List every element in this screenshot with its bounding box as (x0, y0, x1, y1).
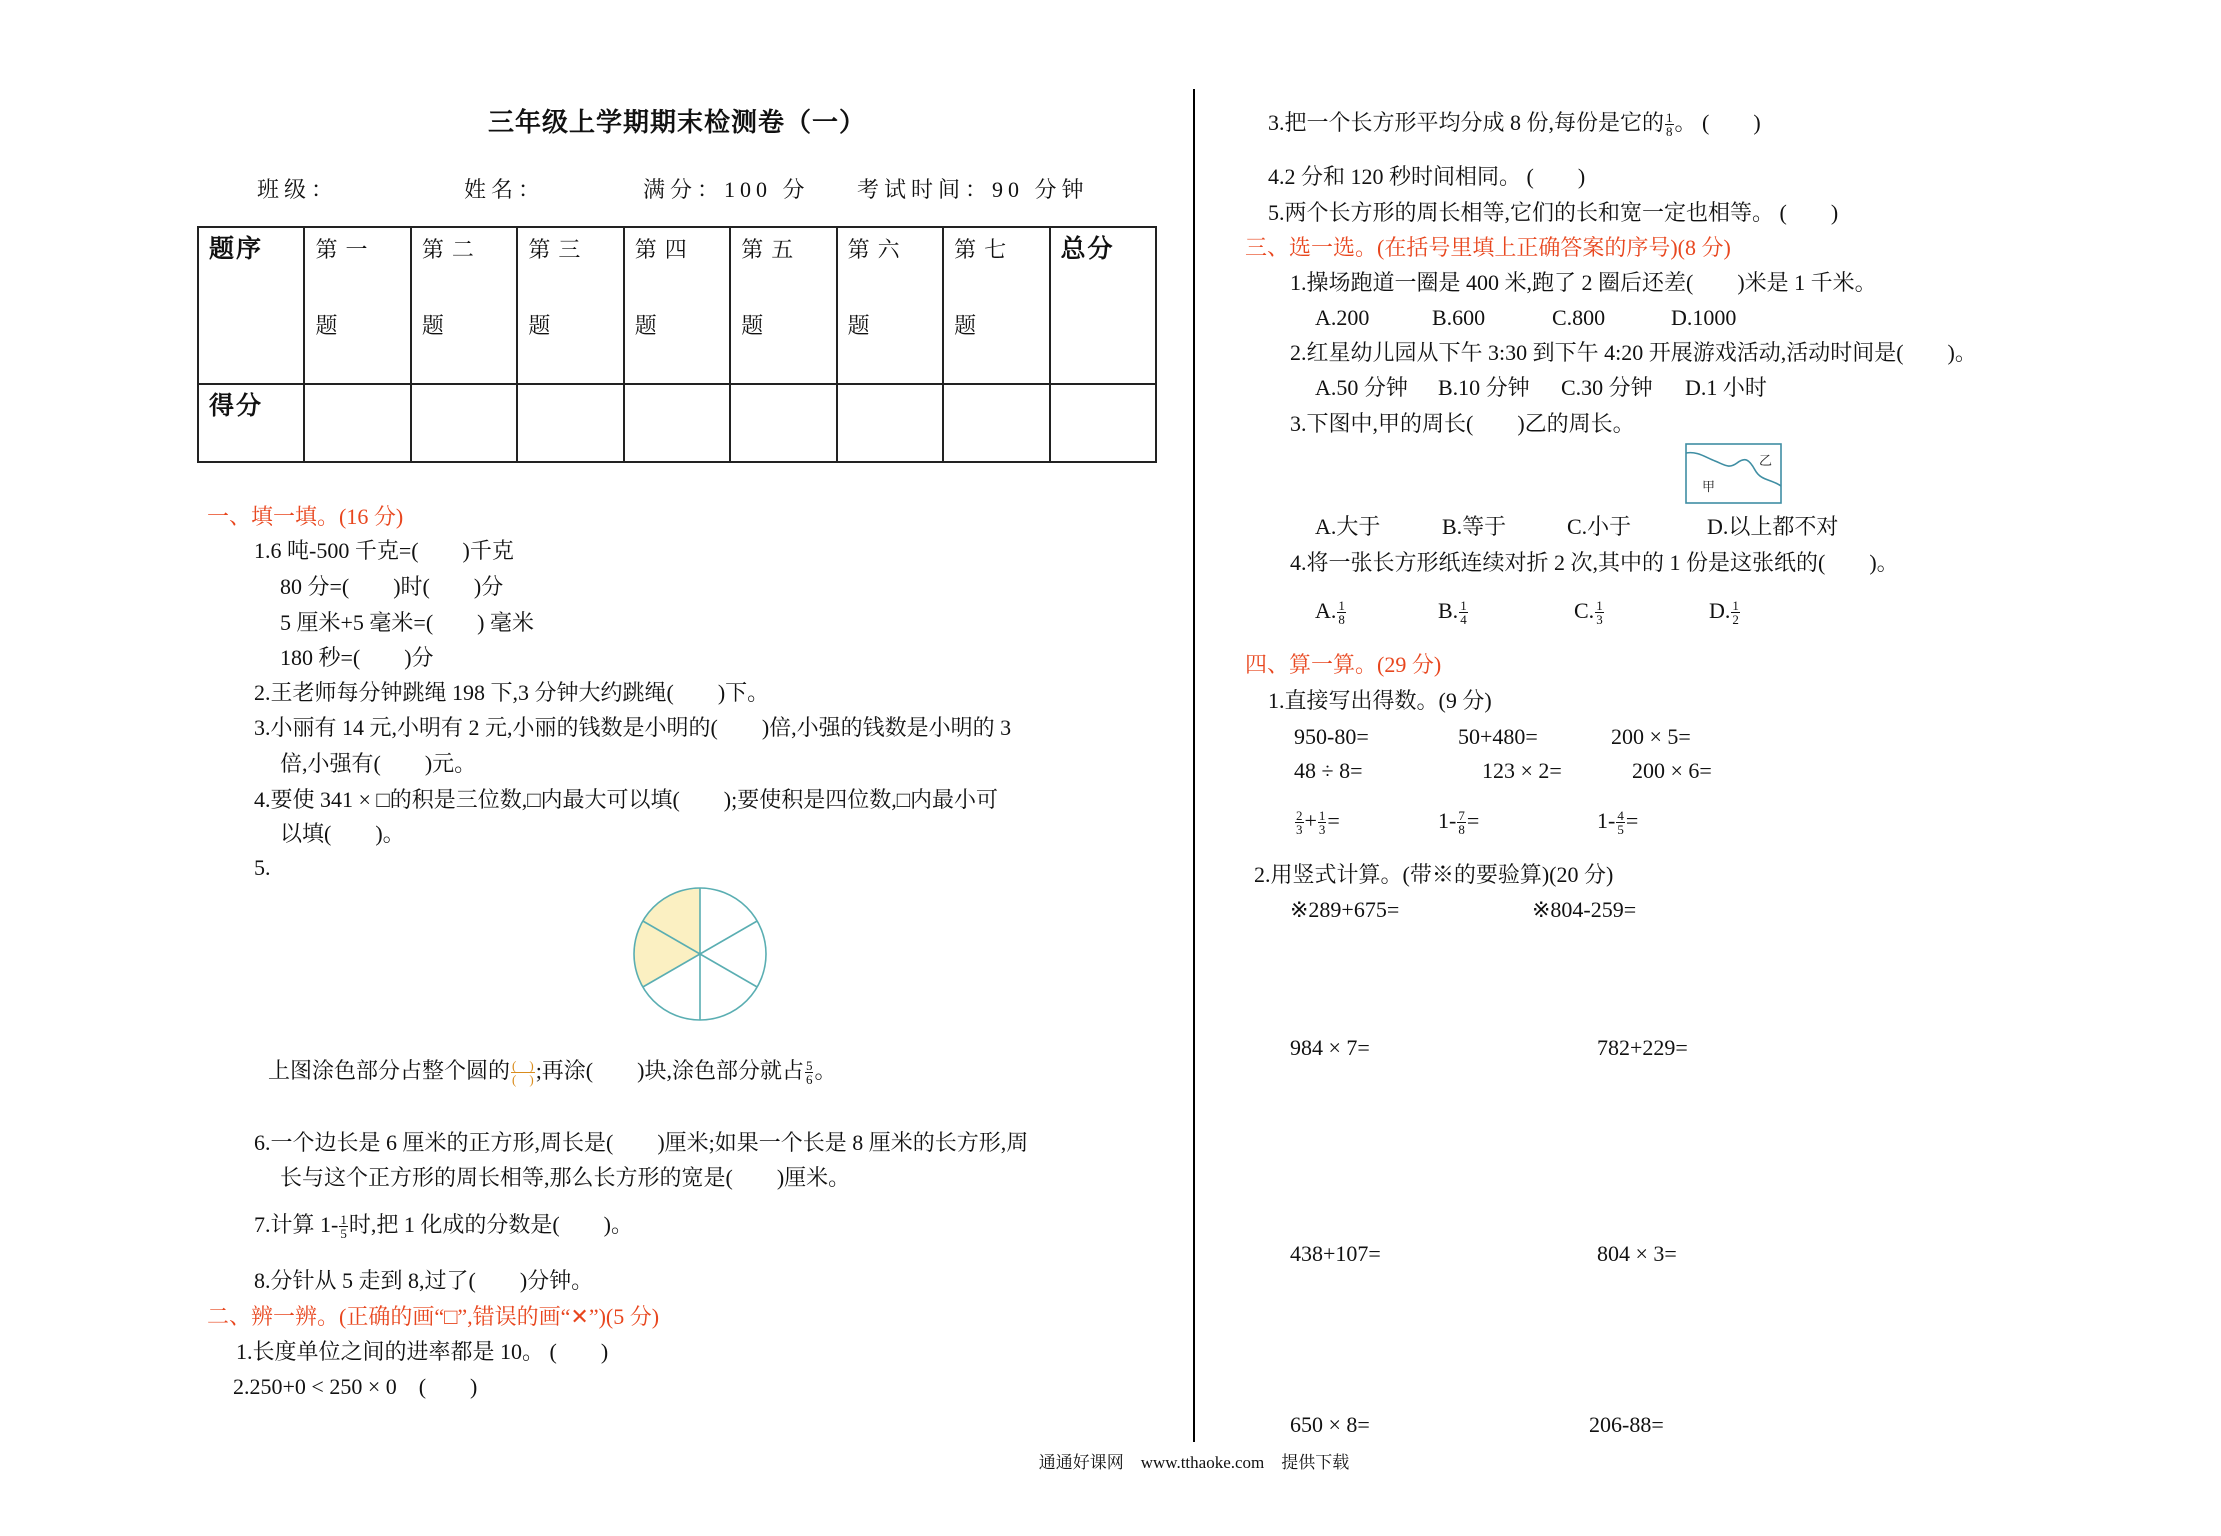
choose-q1-option: D.1000 (1671, 305, 1737, 330)
vertical-calc-item: ※804-259= (1532, 897, 1637, 922)
fraction (1457, 809, 1466, 836)
direct-calc-item: 950-80= (1294, 724, 1369, 749)
fraction (805, 1059, 814, 1086)
operator: = (1327, 808, 1340, 833)
choose-q4-option (1315, 597, 1347, 628)
fraction-denominator: 6 (805, 1072, 813, 1088)
choose-q4-option (1709, 597, 1741, 628)
full-score-label: 满分：100 分 (643, 177, 810, 202)
operator: + (1304, 808, 1317, 833)
fraction-denominator: 5 (1617, 822, 1624, 838)
fraction (1616, 809, 1625, 836)
judge-q2: 2.250+0 < 250 × 0 ( ) (233, 1374, 478, 1399)
section-column-cell (837, 227, 943, 384)
pie-circle (630, 884, 770, 1024)
direct-calc-item: 123 × 2= (1482, 758, 1562, 783)
score-label-cell (198, 384, 304, 462)
fraction (1665, 111, 1674, 138)
vertical-calc-item: ※289+675= (1290, 897, 1400, 922)
choose-q1-option: A.200 (1315, 305, 1370, 330)
fraction (339, 1213, 348, 1240)
choose-q3-option: C.小于 (1567, 514, 1632, 539)
fraction (1337, 599, 1346, 626)
vertical-calc-item: 984 × 7= (1290, 1035, 1370, 1060)
option-label: D. (1709, 598, 1731, 623)
fraction-denominator: 5 (340, 1226, 347, 1242)
section-column-cell (411, 227, 517, 384)
order-label-cell (198, 227, 304, 384)
order-label: 题序 (209, 236, 264, 263)
vertical-calc-item: 206-88= (1589, 1412, 1664, 1437)
option-label: B. (1438, 598, 1459, 623)
fraction-numerator: 1 (1460, 598, 1467, 614)
fraction-numerator: 1 (1666, 110, 1673, 126)
section-column-suffix: 题 (634, 313, 657, 338)
fraction (1295, 809, 1304, 836)
section-column-label: 第六 (847, 237, 908, 262)
fill-q4-line: 4.要使 341 × □的积是三位数,□内最大可以填( );要使积是四位数,□内最小可 (254, 787, 999, 812)
fill-q1-line: 180 秒=( )分 (280, 645, 434, 670)
figure-label-lower: 甲 (1702, 480, 1716, 495)
score-cell (411, 384, 517, 462)
direct-calc-item (1294, 807, 1340, 838)
fraction-numerator: 1 (1318, 808, 1326, 824)
fraction (1459, 599, 1468, 626)
section-column-cell (517, 227, 623, 384)
fill-q6-line: 6.一个边长是 6 厘米的正方形,周长是( )厘米;如果一个长是 8 厘米的长方形,周 (254, 1130, 1029, 1155)
fraction-numerator: 4 (1617, 808, 1624, 824)
fill-q5-number: 5. (254, 855, 271, 880)
option-label: C. (1574, 598, 1595, 623)
section-column-suffix: 题 (421, 313, 444, 338)
section-column-cell (943, 227, 1049, 384)
section-4-heading: 四、算一算。(29 分) (1245, 652, 1442, 677)
score-cell (624, 384, 730, 462)
section-column-cell (730, 227, 836, 384)
fill-q7 (254, 1211, 633, 1242)
choose-q1: 1.操场跑道一圈是 400 米,跑了 2 圈后还差( )米是 1 千米。 (1290, 270, 1877, 295)
caption-text: ;再涂( )块,涂色部分就占 (535, 1058, 804, 1083)
section-column-cell (304, 227, 410, 384)
direct-calc-item: 200 × 6= (1632, 758, 1712, 783)
choose-q2: 2.红星幼儿园从下午 3:30 到下午 4:20 开展游戏活动,活动时间是( )。 (1290, 340, 1977, 365)
section-column-label: 第五 (741, 237, 802, 262)
question-text: 时,把 1 化成的分数是( )。 (348, 1212, 633, 1237)
section-column-label: 第三 (528, 237, 589, 262)
direct-calc-item: 48 ÷ 8= (1294, 758, 1363, 783)
fill-q4-line: 以填( )。 (280, 821, 405, 846)
score-table (197, 226, 1157, 463)
perimeter-figure (1685, 443, 1782, 504)
page-title: 三年级上学期期末检测卷（一） (487, 108, 866, 137)
score-cell (1050, 384, 1157, 462)
operator: 1- (1597, 808, 1616, 833)
pie-spoke (700, 921, 757, 954)
direct-calc-item (1438, 807, 1480, 838)
blank-fraction (511, 1059, 535, 1086)
score-table-header-row (198, 227, 1156, 384)
score-cell (304, 384, 410, 462)
fraction-denominator: 8 (1666, 124, 1673, 140)
fraction-numerator: 7 (1458, 808, 1465, 824)
fill-q6-line: 长与这个正方形的周长相等,那么长方形的宽是( )厘米。 (280, 1165, 851, 1190)
fraction-denominator: 4 (1460, 612, 1467, 628)
choose-q2-option: A.50 分钟 (1315, 375, 1408, 400)
score-cell (837, 384, 943, 462)
caption-text: 上图涂色部分占整个圆的 (268, 1058, 511, 1083)
caption-text: 。 (814, 1058, 837, 1083)
choose-q3-option: D.以上都不对 (1707, 514, 1839, 539)
section-column-suffix: 题 (528, 313, 551, 338)
vertical-calc-title: 2.用竖式计算。(带※的要验算)(20 分) (1254, 862, 1614, 887)
section-column-label: 第七 (954, 237, 1015, 262)
operator: = (1625, 808, 1639, 833)
column-divider (1193, 89, 1195, 1442)
direct-calc-title: 1.直接写出得数。(9 分) (1268, 688, 1492, 713)
choose-q3-option: A.大于 (1315, 514, 1381, 539)
fill-q1-line: 5 厘米+5 毫米=( ) 毫米 (280, 610, 534, 635)
section-1-heading: 一、填一填。(16 分) (207, 504, 404, 529)
section-column-label: 第四 (634, 237, 695, 262)
choose-q2-option: C.30 分钟 (1561, 375, 1653, 400)
fraction-numerator: 1 (1732, 598, 1739, 614)
score-cell (517, 384, 623, 462)
judge-q5: 5.两个长方形的周长相等,它们的长和宽一定也相等。 ( ) (1268, 200, 1839, 225)
choose-q2-option: D.1 小时 (1685, 375, 1767, 400)
fraction-numerator: 2 (1296, 808, 1303, 824)
operator: 1- (1438, 808, 1457, 833)
section-3-heading: 三、选一选。(在括号里填上正确答案的序号)(8 分) (1245, 235, 1731, 260)
choose-q2-option: B.10 分钟 (1438, 375, 1530, 400)
vertical-calc-item: 438+107= (1290, 1241, 1381, 1266)
section-column-suffix: 题 (741, 313, 764, 338)
fill-q8: 8.分针从 5 走到 8,过了( )分钟。 (254, 1268, 594, 1293)
direct-calc-item: 50+480= (1458, 724, 1538, 749)
fill-q3-line: 倍,小强有( )元。 (280, 751, 477, 776)
fraction-numerator: 1 (340, 1212, 347, 1228)
fraction-denominator: 8 (1338, 612, 1345, 628)
fill-q1-line: 80 分=( )时( )分 (280, 574, 504, 599)
fraction-denominator: 3 (1296, 822, 1303, 838)
fraction-numerator: 1 (1338, 598, 1345, 614)
choose-q4-option (1574, 597, 1605, 628)
name-label: 姓名： (464, 177, 546, 202)
fraction-numerator: 1 (1596, 598, 1603, 614)
vertical-calc-item: 650 × 8= (1290, 1412, 1370, 1437)
figure-label-upper: 乙 (1759, 454, 1773, 469)
choose-q3-option: B.等于 (1442, 514, 1507, 539)
section-column-suffix: 题 (315, 313, 338, 338)
pie-spoke (700, 954, 757, 987)
fraction (1318, 809, 1327, 836)
question-text: 。 ( ) (1674, 110, 1761, 135)
choose-q4: 4.将一张长方形纸连续对折 2 次,其中的 1 份是这张纸的( )。 (1290, 550, 1899, 575)
page-footer: 通通好课网 www.tthaoke.com 提供下载 (1038, 1453, 1350, 1472)
total-label: 总分 (1060, 236, 1115, 263)
fill-q1-line: 1.6 吨-500 千克=( )千克 (254, 538, 514, 563)
score-table-score-row (198, 384, 1156, 462)
choose-q4-option (1438, 597, 1469, 628)
fraction-denominator: 3 (1596, 612, 1603, 628)
direct-calc-item (1597, 807, 1639, 838)
question-text: 7.计算 1- (254, 1212, 339, 1237)
section-column-label: 第一 (315, 237, 376, 262)
section-column-suffix: 题 (847, 313, 870, 338)
score-cell (730, 384, 836, 462)
judge-q4: 4.2 分和 120 秒时间相同。 ( ) (1268, 164, 1586, 189)
section-column-cell (624, 227, 730, 384)
fraction-numerator: 5 (805, 1058, 813, 1074)
exam-time-label: 考试时间：90 分钟 (857, 177, 1089, 202)
class-label: 班级： (257, 177, 339, 202)
direct-calc-item: 200 × 5= (1611, 724, 1691, 749)
operator: = (1466, 808, 1480, 833)
score-label: 得分 (209, 393, 264, 420)
fraction-denominator: 2 (1732, 612, 1739, 628)
score-cell (943, 384, 1049, 462)
choose-q3: 3.下图中,甲的周长( )乙的周长。 (1290, 411, 1635, 436)
judge-q3 (1268, 109, 1761, 140)
vertical-calc-item: 782+229= (1597, 1035, 1688, 1060)
fraction (1595, 599, 1604, 626)
choose-q1-option: C.800 (1552, 305, 1606, 330)
judge-q1: 1.长度单位之间的进率都是 10。 ( ) (236, 1339, 609, 1364)
fraction-denominator: 8 (1458, 822, 1465, 838)
figure-rectangle (1686, 444, 1781, 503)
fill-q2: 2.王老师每分钟跳绳 198 下,3 分钟大约跳绳( )下。 (254, 680, 770, 705)
choose-q1-option: B.600 (1432, 305, 1486, 330)
fraction-denominator: ( ) (512, 1072, 534, 1088)
section-column-suffix: 题 (954, 313, 977, 338)
vertical-calc-item: 804 × 3= (1597, 1241, 1677, 1266)
fraction (1731, 599, 1740, 626)
fraction-denominator: 3 (1318, 822, 1326, 838)
fill-q5-caption (268, 1057, 837, 1088)
section-column-label: 第二 (421, 237, 482, 262)
question-text: 3.把一个长方形平均分成 8 份,每份是它的 (1268, 110, 1665, 135)
fraction-numerator: ( ) (512, 1058, 534, 1074)
option-label: A. (1315, 598, 1337, 623)
fill-q3-line: 3.小丽有 14 元,小明有 2 元,小丽的钱数是小明的( )倍,小强的钱数是小明的 3 (254, 715, 1012, 740)
total-label-cell (1050, 227, 1157, 384)
section-2-heading: 二、辨一辨。(正确的画“□”,错误的画“✕”)(5 分) (207, 1304, 660, 1329)
